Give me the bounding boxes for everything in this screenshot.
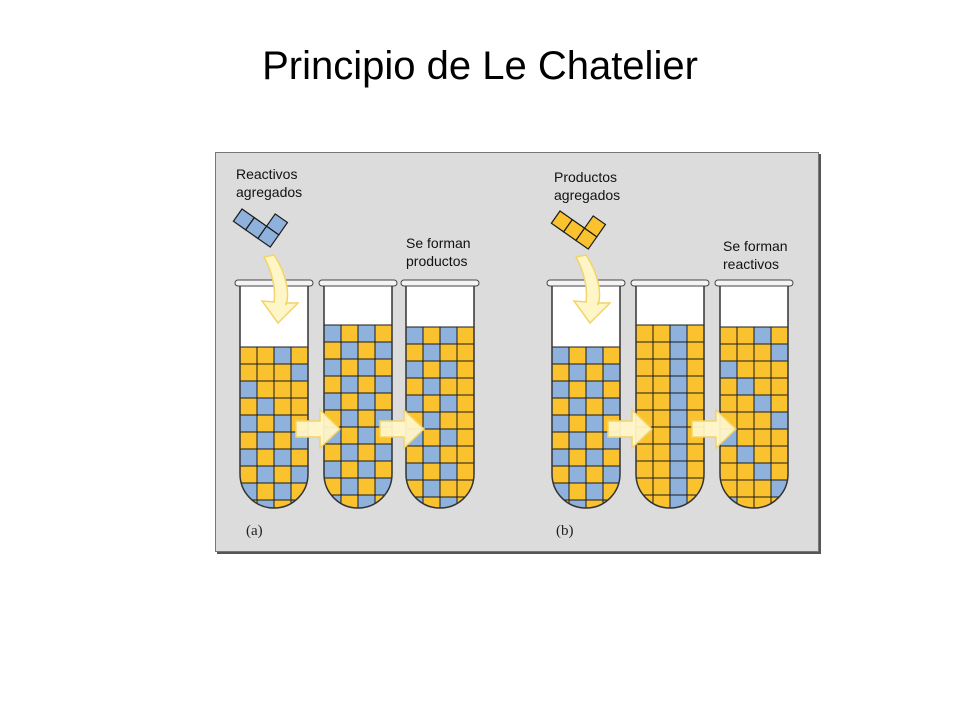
product-cell [457, 446, 474, 463]
product-cell [754, 429, 771, 446]
product-cell [358, 478, 375, 495]
reactant-cell [274, 449, 291, 466]
product-cell [737, 412, 754, 429]
reactant-cell [341, 376, 358, 393]
figure-panel [215, 152, 819, 552]
reactant-cell [257, 398, 274, 415]
product-cell [586, 432, 603, 449]
reactant-cell [440, 463, 457, 480]
reactant-cell [569, 364, 586, 381]
reactant-cell [670, 461, 687, 478]
product-cell [687, 461, 704, 478]
reactant-cell [670, 444, 687, 461]
product-cell [636, 376, 653, 393]
product-cell [457, 327, 474, 344]
product-cell [687, 359, 704, 376]
panel-label-a: (a) [246, 523, 263, 539]
product-cell [358, 444, 375, 461]
reactant-cell [569, 466, 586, 483]
product-cell [653, 359, 670, 376]
product-cell [569, 483, 586, 500]
product-cell [457, 463, 474, 480]
reactant-cell [670, 410, 687, 427]
product-cell [603, 381, 620, 398]
product-cell [358, 342, 375, 359]
product-cell [569, 449, 586, 466]
reactant-cell [569, 432, 586, 449]
reactant-cell [358, 461, 375, 478]
reactant-cell [670, 478, 687, 495]
reactant-cell [274, 347, 291, 364]
product-cell [240, 347, 257, 364]
product-cell [737, 327, 754, 344]
product-cell [257, 449, 274, 466]
product-cell [423, 463, 440, 480]
product-cell [737, 344, 754, 361]
product-cell [653, 461, 670, 478]
product-cell [569, 347, 586, 364]
product-cell [341, 393, 358, 410]
reactant-cell [586, 415, 603, 432]
reactant-cell [291, 466, 308, 483]
product-cell [257, 415, 274, 432]
reactant-cell [586, 483, 603, 500]
product-cell [440, 412, 457, 429]
reactant-cell [375, 376, 392, 393]
product-cell [552, 364, 569, 381]
product-cell [552, 466, 569, 483]
product-cell [737, 480, 754, 497]
product-cell [457, 429, 474, 446]
reactant-cell [257, 432, 274, 449]
product-cell [653, 376, 670, 393]
reactant-cell [257, 466, 274, 483]
reactant-cell [670, 342, 687, 359]
reactant-cell [341, 342, 358, 359]
product-cell [457, 497, 474, 514]
product-cell [274, 364, 291, 381]
product-cell [406, 378, 423, 395]
product-cell [653, 325, 670, 342]
reactant-cell [670, 359, 687, 376]
product-cell [603, 347, 620, 364]
product-cell [274, 398, 291, 415]
product-cell [274, 381, 291, 398]
product-cell [754, 480, 771, 497]
product-cell [375, 393, 392, 410]
product-cell [737, 361, 754, 378]
caption-reactants-added: Reactivos agregados [236, 166, 303, 200]
product-cell [720, 446, 737, 463]
reactant-cell [603, 398, 620, 415]
product-cell [737, 395, 754, 412]
product-cell [440, 480, 457, 497]
product-cell [771, 327, 788, 344]
product-cell [754, 378, 771, 395]
reactant-cell [324, 359, 341, 376]
tube-contents [720, 327, 788, 514]
reactant-cell [670, 495, 687, 512]
product-cell [324, 376, 341, 393]
tube-contents [636, 325, 704, 512]
product-cell [358, 410, 375, 427]
reactant-cell [291, 364, 308, 381]
product-cell [636, 444, 653, 461]
product-cell [687, 342, 704, 359]
product-cell [653, 410, 670, 427]
reactant-cell [440, 361, 457, 378]
product-cell [586, 364, 603, 381]
product-cell [720, 395, 737, 412]
product-cell [423, 429, 440, 446]
product-cell [341, 495, 358, 512]
product-cell [274, 466, 291, 483]
reactant-cell [406, 395, 423, 412]
product-cell [375, 325, 392, 342]
product-cell [737, 429, 754, 446]
product-cell [291, 398, 308, 415]
product-cell [687, 325, 704, 342]
reactant-cell [754, 327, 771, 344]
added-reactant-piece [233, 197, 287, 247]
product-cell [440, 344, 457, 361]
reactant-cell [670, 325, 687, 342]
reactant-cell [375, 342, 392, 359]
product-cell [603, 449, 620, 466]
reactant-cell [423, 480, 440, 497]
product-cell [257, 347, 274, 364]
product-cell [771, 446, 788, 463]
test-tube-a3 [401, 280, 479, 514]
product-cell [653, 495, 670, 512]
product-cell [771, 429, 788, 446]
reactant-cell [586, 347, 603, 364]
reactant-cell [670, 376, 687, 393]
reactant-cell [240, 449, 257, 466]
reactant-cell [358, 495, 375, 512]
product-cell [687, 393, 704, 410]
product-cell [423, 395, 440, 412]
reactant-cell [324, 325, 341, 342]
reactant-cell [670, 427, 687, 444]
reactant-cell [720, 361, 737, 378]
reactant-cell [737, 378, 754, 395]
reactant-cell [406, 361, 423, 378]
reactant-cell [375, 444, 392, 461]
product-cell [569, 381, 586, 398]
tube-rim [631, 280, 709, 286]
product-cell [636, 359, 653, 376]
tube-contents [324, 325, 392, 512]
product-cell [406, 446, 423, 463]
reactant-cell [274, 483, 291, 500]
reactant-cell [603, 364, 620, 381]
product-cell [375, 461, 392, 478]
product-cell [341, 325, 358, 342]
reactant-cell [240, 381, 257, 398]
reactant-cell [358, 359, 375, 376]
product-cell [653, 427, 670, 444]
le-chatelier-diagram [216, 153, 820, 553]
product-cell [240, 398, 257, 415]
product-cell [440, 378, 457, 395]
added-product-piece [551, 199, 605, 249]
reactant-cell [406, 497, 423, 514]
product-cell [720, 463, 737, 480]
product-cell [653, 393, 670, 410]
product-cell [240, 432, 257, 449]
product-cell [754, 446, 771, 463]
reactant-cell [440, 395, 457, 412]
product-cell [653, 444, 670, 461]
product-cell [406, 344, 423, 361]
product-cell [552, 432, 569, 449]
product-cell [653, 478, 670, 495]
product-cell [771, 361, 788, 378]
reactant-cell [423, 412, 440, 429]
panel-label-b: (b) [556, 523, 574, 539]
product-cell [291, 347, 308, 364]
reactant-cell [423, 378, 440, 395]
product-cell [687, 376, 704, 393]
product-cell [636, 393, 653, 410]
reactant-cell [274, 415, 291, 432]
product-cell [423, 361, 440, 378]
test-tube-b2 [631, 280, 709, 512]
reactant-cell [754, 395, 771, 412]
product-cell [457, 395, 474, 412]
product-cell [257, 364, 274, 381]
product-cell [737, 463, 754, 480]
product-cell [257, 483, 274, 500]
reactant-cell [670, 393, 687, 410]
product-cell [257, 381, 274, 398]
product-cell [754, 412, 771, 429]
product-cell [457, 361, 474, 378]
product-cell [341, 427, 358, 444]
reactant-cell [406, 327, 423, 344]
tube-rim [715, 280, 793, 286]
product-cell [240, 466, 257, 483]
reactant-cell [552, 449, 569, 466]
reactant-cell [720, 497, 737, 514]
reactant-cell [771, 412, 788, 429]
reactant-cell [586, 449, 603, 466]
reactant-cell [358, 393, 375, 410]
product-cell [274, 432, 291, 449]
reactant-cell [324, 393, 341, 410]
caption-products-added: Productos agregados [554, 169, 621, 203]
reactant-cell [771, 344, 788, 361]
slide-title: Principio de Le Chatelier [262, 44, 698, 88]
product-cell [457, 378, 474, 395]
product-cell [754, 344, 771, 361]
product-cell [341, 461, 358, 478]
reactant-cell [423, 344, 440, 361]
product-cell [457, 344, 474, 361]
product-cell [291, 381, 308, 398]
caption-reactants-formed: Se forman reactivos [723, 238, 788, 272]
product-cell [552, 398, 569, 415]
tube-rim [401, 280, 479, 286]
product-cell [636, 461, 653, 478]
product-cell [586, 466, 603, 483]
reactant-cell [737, 446, 754, 463]
product-cell [720, 327, 737, 344]
product-cell [586, 398, 603, 415]
reactant-cell [552, 347, 569, 364]
product-cell [240, 364, 257, 381]
product-cell [771, 463, 788, 480]
product-cell [771, 395, 788, 412]
product-cell [569, 415, 586, 432]
test-tube-a2 [319, 280, 397, 512]
reactant-cell [341, 478, 358, 495]
product-cell [754, 361, 771, 378]
product-cell [636, 342, 653, 359]
product-cell [687, 444, 704, 461]
product-cell [324, 444, 341, 461]
reactant-cell [240, 415, 257, 432]
caption-products-formed: Se forman productos [406, 235, 471, 269]
product-cell [375, 359, 392, 376]
product-cell [771, 497, 788, 514]
tube-contents [406, 327, 474, 514]
product-cell [341, 359, 358, 376]
product-cell [440, 446, 457, 463]
reactant-cell [569, 398, 586, 415]
reactant-cell [586, 381, 603, 398]
product-cell [324, 342, 341, 359]
reactant-cell [440, 429, 457, 446]
reactant-cell [358, 427, 375, 444]
reactant-cell [603, 466, 620, 483]
product-cell [457, 412, 474, 429]
product-cell [771, 378, 788, 395]
reactant-cell [406, 463, 423, 480]
reactant-cell [754, 463, 771, 480]
product-cell [653, 342, 670, 359]
reactant-cell [423, 446, 440, 463]
product-cell [636, 325, 653, 342]
product-cell [291, 449, 308, 466]
product-cell [720, 378, 737, 395]
reactant-cell [341, 444, 358, 461]
product-cell [720, 344, 737, 361]
reactant-cell [341, 410, 358, 427]
test-tube-b3 [715, 280, 793, 514]
reactant-cell [358, 325, 375, 342]
product-cell [358, 376, 375, 393]
reactant-cell [552, 381, 569, 398]
tube-rim [319, 280, 397, 286]
reactant-cell [324, 461, 341, 478]
reactant-cell [552, 415, 569, 432]
reactant-cell [440, 327, 457, 344]
product-cell [423, 327, 440, 344]
